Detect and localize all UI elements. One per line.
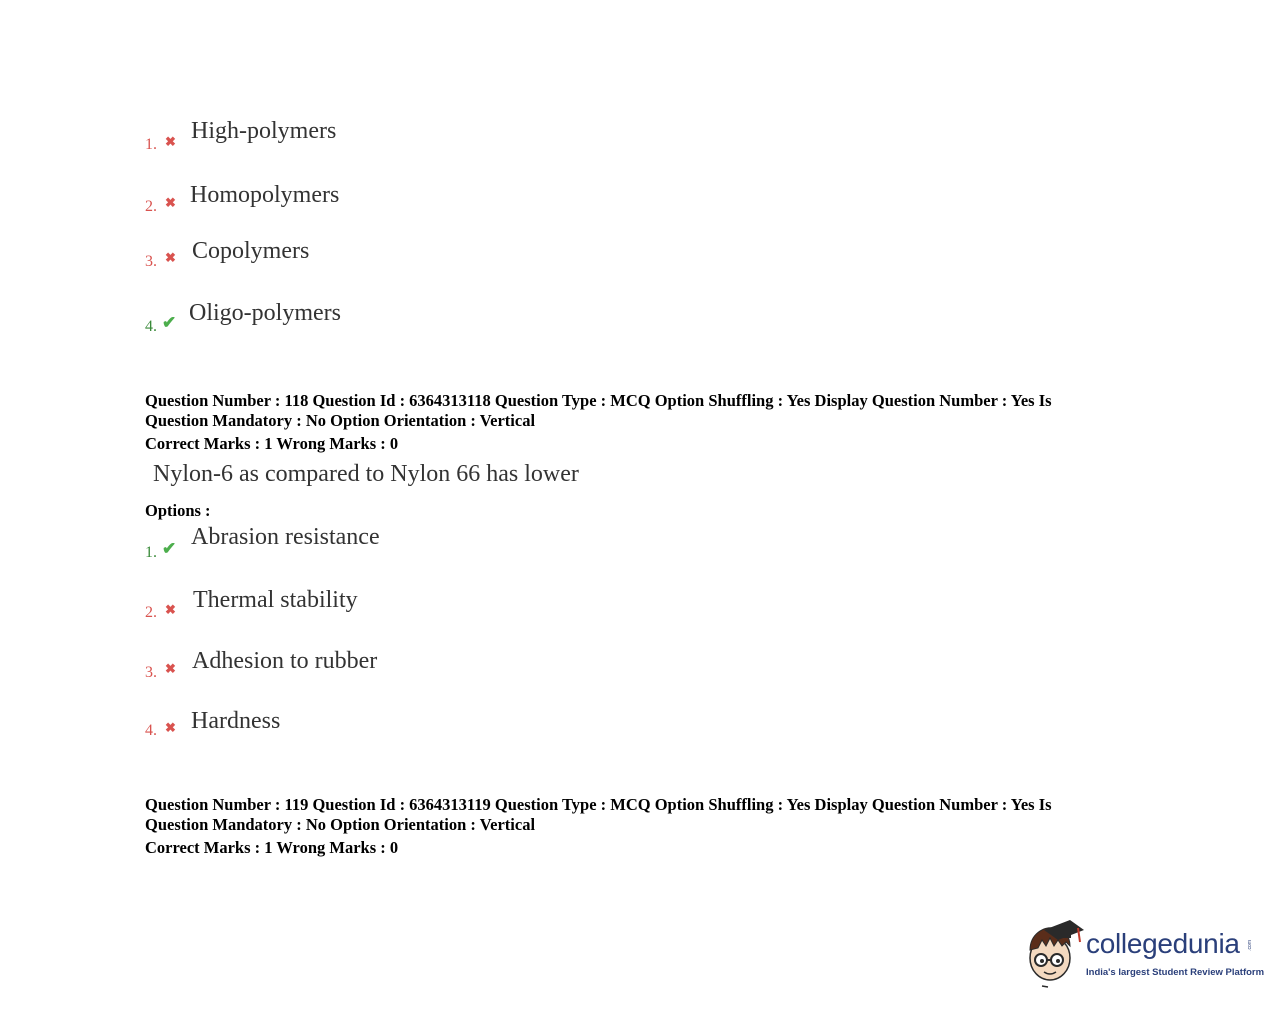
option-number: 3. [145, 253, 157, 270]
mascot-icon [1022, 916, 1086, 990]
check-icon: ✔ [162, 539, 177, 558]
question-meta-line2: Question Mandatory : No Option Orientation : Vertical [145, 815, 536, 834]
collegedunia-logo [1022, 916, 1265, 990]
option-text: Adhesion to rubber [192, 648, 378, 674]
cross-icon: ✖ [165, 134, 176, 149]
options-label: Options : [145, 501, 211, 520]
logo-brand: collegedunia [1086, 928, 1240, 959]
option-number: 1. [145, 544, 157, 561]
option-text: High-polymers [191, 118, 337, 144]
question-meta [145, 391, 1105, 431]
question-meta-line1: Question Number : 119 Question Id : 6364313119 Question Type : MCQ Option Shuffling : Yes Display Question Number : Yes Is [145, 795, 1052, 814]
cross-icon: ✖ [165, 661, 176, 676]
cross-icon: ✖ [165, 250, 176, 265]
check-icon: ✔ [162, 313, 177, 332]
question-meta [145, 795, 1105, 835]
option-number: 3. [145, 664, 157, 681]
cross-icon: ✖ [165, 720, 176, 735]
question-marks: Correct Marks : 1 Wrong Marks : 0 [145, 434, 399, 453]
option-text: Homopolymers [190, 182, 340, 208]
option-number: 2. [145, 604, 157, 621]
option-number: 4. [145, 722, 157, 739]
question-meta-line1: Question Number : 118 Question Id : 6364313118 Question Type : MCQ Option Shuffling : Yes Display Question Number : Yes Is [145, 391, 1052, 410]
option-number: 4. [145, 318, 157, 335]
logo-dotcom: .com [1247, 940, 1253, 951]
question-marks: Correct Marks : 1 Wrong Marks : 0 [145, 838, 399, 857]
question-meta-line2: Question Mandatory : No Option Orientation : Vertical [145, 411, 536, 430]
option-text: Thermal stability [193, 587, 358, 613]
option-number: 1. [145, 136, 157, 153]
logo-tagline: India's largest Student Review Platform [1086, 967, 1265, 978]
option-text: Abrasion resistance [191, 524, 380, 550]
option-text: Copolymers [192, 238, 310, 264]
option-text: Hardness [191, 708, 281, 734]
option-number: 2. [145, 198, 157, 215]
question-text: Nylon-6 as compared to Nylon 66 has lower [153, 461, 579, 487]
cross-icon: ✖ [165, 195, 176, 210]
cross-icon: ✖ [165, 602, 176, 617]
option-text: Oligo-polymers [189, 300, 341, 326]
